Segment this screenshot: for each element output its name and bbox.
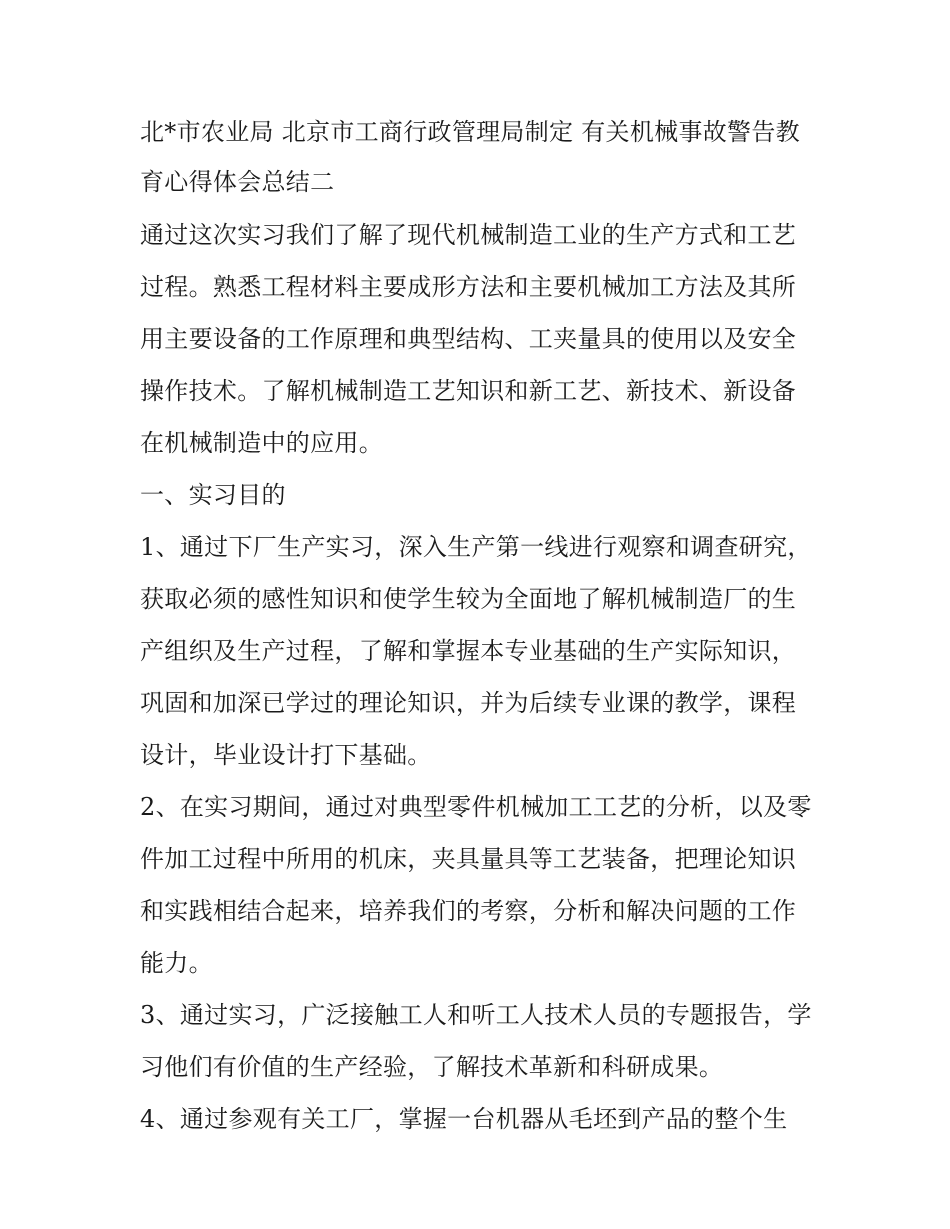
section-heading: 一、实习目的 [140, 481, 286, 509]
list-item: 3、通过实习，广泛接触工人和听工人技术人员的专题报告，学习他们有价值的生产经验，了解技术革新和科研成果。 [140, 1001, 812, 1081]
list-item: 4、通过参观有关工厂，掌握一台机器从毛坯到产品的整个生 [140, 1105, 788, 1133]
list-item: 2、在实习期间，通过对典型零件机械加工工艺的分析，以及零件加工过程中所用的机床，夹具量具等工艺装备，把理论知识和实践相结合起来，培养我们的考察，分析和解决问题的工作能力。 [140, 793, 812, 977]
list-item: 1、通过下厂生产实习，深入生产第一线进行观察和调查研究，获取必须的感性知识和使学生较为全面地了解机械制造厂的生产组织及生产过程，了解和掌握本专业基础的生产实际知识，巩固和加深已学过的理论知识，并为后续专业课的教学，课程设计，毕业设计打下基础。 [140, 533, 812, 769]
document-body [140, 107, 820, 1145]
intro-paragraph: 通过这次实习我们了解了现代机械制造工业的生产方式和工艺过程。熟悉工程材料主要成形方法和主要机械加工方法及其所用主要设备的工作原理和典型结构、工夹量具的使用以及安全操作技术。了解机械制造工艺知识和新工艺、新技术、新设备在机械制造中的应用。 [140, 221, 797, 457]
document-title: 北*市农业局 北京市工商行政管理局制定 有关机械事故警告教育心得体会总结二 [140, 118, 800, 196]
